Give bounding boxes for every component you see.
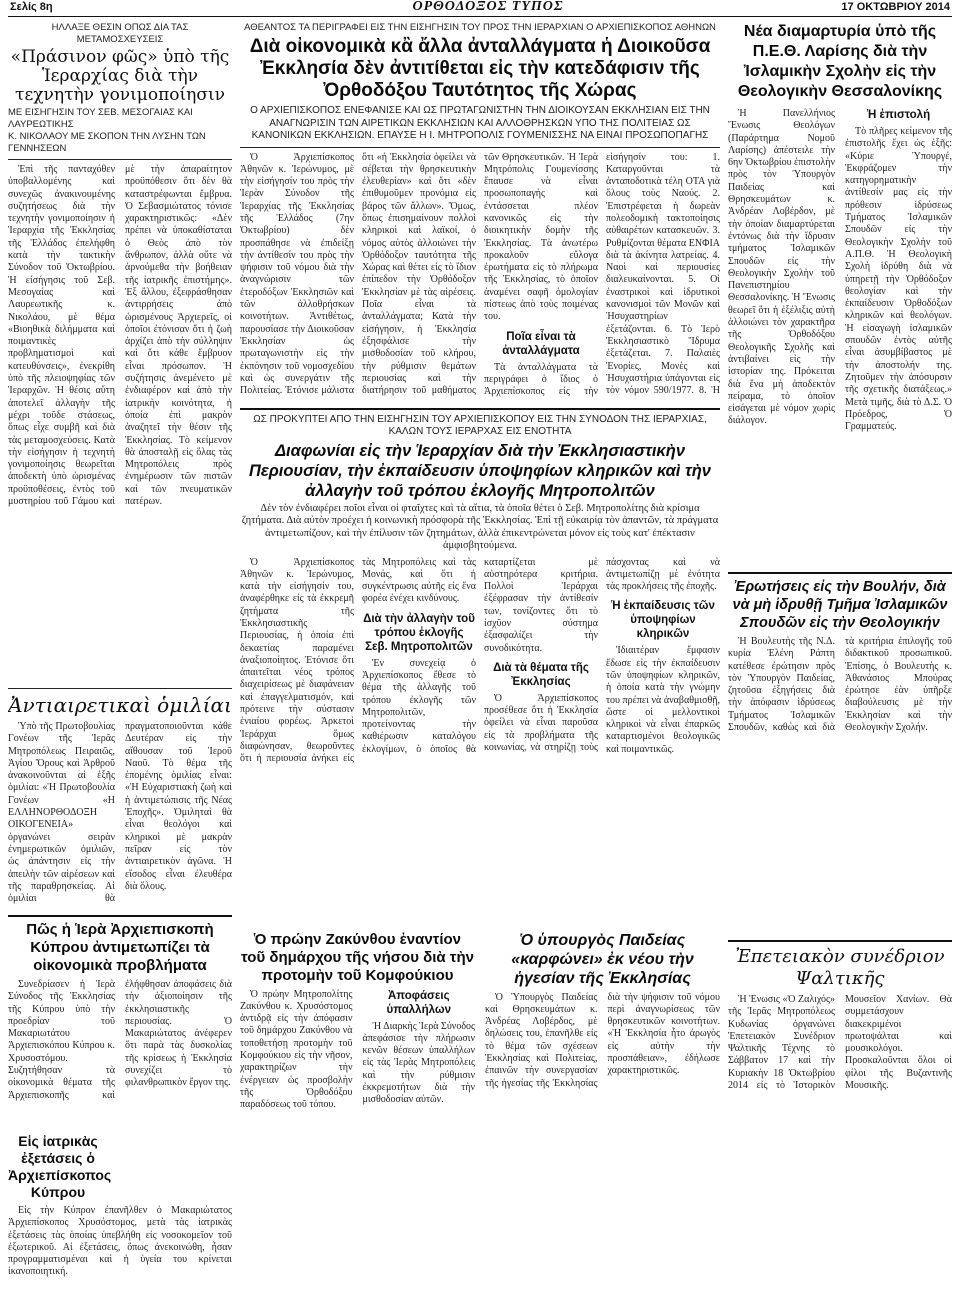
divider xyxy=(728,572,952,574)
article-kicker: Κ. ΝΙΚΟΛΑΟΥ ΜΕ ΣΚΟΠΟΝ ΤΗΝ ΛΥΣΗΝ ΤΩΝ ΓΕΝΝΗΣΕΩΝ xyxy=(8,131,206,154)
article-kicker: ΜΕ ΕΙΣΗΓΗΣΙΝ ΤΟΥ ΣΕΒ. ΜΕΣΟΓΑΙΑΣ ΚΑΙ ΛΑΥΡΕΩΤΙΚΗΣ xyxy=(8,107,193,130)
paragraph: Ἰδιαιτέραν ἔμφασιν ἔδωσε εἰς τὴν ἐκπαίδευσιν τῶν ὑποψηφίων κληρικῶν, ἡ ὁποία κατὰ τὴν γνώμην του πρέπει νὰ ἀναβαθμισθῇ, ὥστε οἱ μελλοντικοὶ κληρικοὶ νὰ εἶναι ἐπαρκῶς καταρτισμένοι θεολογικῶς καὶ ποιμαντικῶς. xyxy=(606,645,720,755)
paragraph: Ἐπὶ τῆς πανταχόθεν ὑποβαλλομένης καὶ συνεχῶς ἀνακινουμένης συζητήσεως διὰ τὴν τεχνητὴν γονιμοποίησιν ἡ Ἱεραρχία τῆς Ἐκκλησίας τῆς Ἑλλάδος ἐπελήφθη κατὰ τὴν τακτικὴν Σύνοδον τοῦ Ὀκτωβρίου. Ἡ εἰσήγησις τοῦ Σεβ. Μεσογαίας καὶ Λαυρεωτικῆς κ. Νικολάου, μὲ θέμα «Βιοηθικὰ διλήμματα καὶ ποιμαντικὲς προβληματισμοὶ καὶ κατευθύνσεις», ἐνεκρίθη ὑπὸ τῆς πλειοψηφίας τῶν Ἱεραρχῶν. Ἡ θέσις αὕτη ἀποτελεῖ ἀλλαγὴν τῆς μέχρι τοῦδε στάσεως, ὅπως εἶχε συμβῆ καὶ διὰ τὰς μεταμοσχεύσεις. Κατὰ τὴν εἰσήγησιν ἡ τεχνητὴ γονιμοποίησις θεωρεῖται ἀποδεκτὴ ὑπὸ ὡρισμένας προϋποθέσεις, ἐντὸς τοῦ μυστηρίου τοῦ Γάμου καὶ μὲ τὴν ἀπαραίτητον προϋπόθεσιν ὅτι δὲν θὰ καταστρέφωνται ἔμβρυα. Ὁ Σεβασμιώτατος τόνισε χαρακτηριστικῶς: «Δὲν πρέπει νὰ ὑποκαθίσταται ὁ Θεὸς ἀπὸ τὸν ἄνθρωπον, ἀλλὰ οὔτε νὰ ἀρνούμεθα τὴν βοήθειαν τῆς ἰατρικῆς ἐπιστήμης». Ἐξ ἄλλου, ἐξεφράσθησαν ἀντιρρήσεις ἀπὸ ὡρισμένους Ἀρχιερεῖς, οἱ ὁποῖοι ἐτόνισαν ὅτι ἡ ζωὴ ἀρχίζει ἀπὸ τὴν σύλληψιν καὶ ὅτι κάθε ἔμβρυον εἶναι πρόσωπον. Ἡ συζήτησις ἀνεμένετο μὲ ἐνδιαφέρον καὶ ἀπὸ τὴν ἰατρικὴν κοινότητα, ἡ ὁποία ἐπὶ μακρὸν ἀναζητεῖ τὴν θέσιν τῆς Ἐκκλησίας. Τὸ κείμενον θὰ ἀποσταλῇ εἰς ὅλας τὰς Μητροπόλεις πρὸς ἐνημέρωσιν τῶν πιστῶν καὶ τῶν πνευματικῶν πατέρων. xyxy=(8,164,232,508)
paragraph: Ἐν συνεχείᾳ ὁ Ἀρχιεπίσκοπος ἔθεσε τὸ θέμα τῆς ἀλλαγῆς τοῦ τρόπου ἐκλογῆς τῶν Μητροπολιτῶν, προτείνοντας τὴν καθιέρωσιν καταλόγου ἐκλογίμων, ὁ ὁποῖος θὰ καταρτίζεται μὲ αὐστηρότερα κριτήρια. Πολλοὶ Ἱεράρχαι ἐξέφρασαν τὴν ἀντίθεσίν των, τονίζοντες ὅτι τὸ ἰσχῦον σύστημα ἐξασφαλίζει τὴν συνοδικότητα. xyxy=(362,556,598,755)
left-column xyxy=(8,22,232,1300)
article-body xyxy=(8,721,232,911)
article-body xyxy=(8,1205,232,1300)
section-headline: Ἐρωτήσεις εἰς τὴν Βουλήν, διὰ νὰ μὴ ἱδρυθῇ Τμῆμα Ἰσλαμικῶν Σπουδῶν εἰς τὴν Θεολογικήν xyxy=(732,579,948,631)
article-box xyxy=(485,931,720,1301)
article-body xyxy=(728,994,952,1184)
lead-headline: Διαφωνίαι εἰς τὴν Ἱεραρχίαν διὰ τὴν Ἐκκλησιαστικὴν Περιουσίαν, τὴν ἐκπαίδευσιν ὑποψηφίων κληρικῶν καὶ τὴν ἀλλαγὴν τοῦ τρόπου ἐκλογῆς Μητροπολιτῶν xyxy=(249,441,711,500)
section-headline: Ἀντιαιρετικαὶ ὁμιλίαι xyxy=(8,693,232,717)
divider xyxy=(240,408,720,410)
subheading: Ἀποφάσεις ὑπαλλήλων xyxy=(386,989,451,1016)
section-headline: Ὁ ὑπουργὸς Παιδείας «καρφώνει» ἐκ νέου τὴν ἡγεσίαν τῆς Ἐκκλησίας xyxy=(511,931,694,987)
page-header xyxy=(8,0,952,17)
article-intro: Δὲν τὸν ἐνδιαφέρει ποῖοι εἶναι οἱ φταῖχτες καὶ τὰ αἴτια, τὰ ὁποῖα θέτει ὁ Σεβ. Μητροπολίτης διὰ κρίσιμα ζητήματα. Διὰ αὐτὸν προέχει ἡ κοινωνικὴ πρόσφορὰ τῆς Ἐκκλησίας. Ἐπὶ τῇ εὐκαιρίᾳ τὸν ἀπαντῶν, τὰ πράγματα ἀντιμετωπίζουν, καὶ τὴν ἐπίλυσιν τῶν ζητημάτων, ἀλλὰ ἐπικεντρώνεται μόνον εἰς τοὺς κατ' ἐπέκτασιν ἀμφισβητούμενα. xyxy=(241,502,719,551)
paragraph: Συνεδρίασεν ἡ Ἱερὰ Σύνοδος τῆς Ἐκκλησίας τῆς Κύπρου ὑπὸ τὴν προεδρίαν τοῦ Μακαριωτάτου Ἀρχιεπισκόπου Κύπρου κ. Χρυσοστόμου. Συζητήθησαν τὰ οἰκονομικὰ θέματα τῆς Ἀρχιεπισκοπῆς καὶ ἐλήφθησαν ἀποφάσεις διὰ τὴν ἀξιοποίησιν τῆς ἐκκλησιαστικῆς περιουσίας. Ὁ Μακαριώτατος ἀνέφερεν ὅτι παρὰ τὰς δυσκολίας τῆς κρίσεως ἡ Ἐκκλησία συνεχίζει τὸ φιλανθρωπικὸν ἔργον της. xyxy=(8,979,232,1101)
paragraph: Τὸ πλῆρες κείμενον τῆς ἐπιστολῆς ἔχει ὡς ἑξῆς: «Κύριε Ὑπουργέ, Ἐκφράζομεν τὴν κατηγορηματικὴν ἀντίθεσίν μας εἰς τὴν πρόθεσιν ἱδρύσεως Τμήματος Ἰσλαμικῶν Σπουδῶν εἰς τὴν Θεολογικὴν Σχολὴν τοῦ Α.Π.Θ. Ἡ Θεολογικὴ Σχολὴ ἱδρύθη διὰ νὰ ὑπηρετῇ τὴν Ὀρθόδοξον θεολογίαν καὶ τὴν ἐκπαίδευσιν Ὀρθοδόξων κληρικῶν καὶ θεολόγων. Ἡ εἰσαγωγὴ ἰσλαμικῶν σπουδῶν ἐντὸς αὐτῆς εἶναι ἀσυμβίβαστος μὲ τὴν ἀποστολήν της. Ζητοῦμεν τὴν ἀπόσυρσιν τῆς σχετικῆς διατάξεως.» Μετὰ τιμῆς, διὰ τὸ Δ.Σ. Ὁ Πρόεδρος, Ὁ Γραμματεύς. xyxy=(845,126,952,433)
paragraph: Ὁ Ἀρχιεπίσκοπος προσέθεσε ὅτι ἡ Ἐκκλησία ὀφείλει νὰ εἶναι παροῦσα εἰς τὰ προβλήματα τῆς κοινωνίας, νὰ στηρίζῃ τοὺς πάσχοντας καὶ νὰ ἀντιμετωπίζῃ μὲ ἐνότητα τὰς προκλήσεις τῆς ἐποχῆς. xyxy=(484,556,720,754)
divider xyxy=(8,915,232,917)
page-number: Σελίς 8η xyxy=(10,1,53,13)
paragraph: Ὁ Ὑπουργὸς Παιδείας καὶ Θρησκευμάτων κ. Ἀνδρέας Λοβέρδος, μὲ δηλώσεις του, ἐπανῆλθε εἰς τὸ θέμα τῶν σχέσεων Ἐκκλησίας καὶ Πολιτείας, ἐπαινῶν τὴν συνεργασίαν τῆς ἡγεσίας τῆς Ἐκκλησίας διὰ τὴν ψήφισιν τοῦ νόμου περὶ ἀναγνωρίσεως τῶν θρησκευτικῶν κοινοτήτων. «Ἡ Ἐκκλησία ἦτο ἀρωγὸς εἰς αὐτὴν τὴν προσπάθειαν», ἐδήλωσε χαρακτηριστικῶς. xyxy=(485,991,720,1089)
paragraph: Ἡ Βουλευτὴς τῆς Ν.Δ. κυρία Ἐλένη Ράπτη κατέθεσε ἐρώτησιν πρὸς τὸν Ὑπουργὸν Παιδείας, ζητοῦσα ἐξηγήσεις διὰ τὴν ἀπόφασιν ἱδρύσεως Τμήματος Ἰσλαμικῶν Σπουδῶν, καθὼς καὶ διὰ τὰ κριτήρια ἐπιλογῆς τοῦ διδακτικοῦ προσωπικοῦ. Ἐπίσης, ὁ Βουλευτὴς κ. Ἀθανάσιος Μπούρας ἐρώτησε ἐὰν ὑπῆρξε διαβούλευσις μὲ τὴν Ἐκκλησίαν καὶ τὴν Θεολογικὴν Σχολήν. xyxy=(728,636,952,734)
subheading: Ἡ ἐκπαίδευσις τῶν ὑποψηφίων κληρικῶν xyxy=(611,600,715,641)
article-kicker: ΗΛΛΑΞΕ ΘΕΣΙΝ ΟΠΩΣ ΔΙΑ ΤΑΣ ΜΕΤΑΜΟΣΧΕΥΣΕΙΣ xyxy=(51,22,189,45)
section-headline: Πῶς ἡ Ἱερὰ Ἀρχιεπισκοπὴ Κύπρου ἀντιμετωπίζει τὰ οἰκονομικὰ προβλήματα xyxy=(26,921,214,974)
masthead: ΟΡΘΟΔΟΞΟΣ ΤΥΠΟΣ xyxy=(412,0,564,14)
paragraph: Ὁ Ἀρχιεπίσκοπος Ἀθηνῶν κ. Ἱερώνυμος, κατὰ τὴν εἰσήγησίν του, ἀναφέρθηκε εἰς τὰ ἐκκρεμῆ ζητήματα τῆς Ἐκκλησιαστικῆς Περιουσίας, ἡ ὁποία ἐπὶ δεκαετίας παραμένει ἀναξιοποίητος. Ἐτόνισε ὅτι ἀπαιτεῖται νέος τρόπος διαχειρίσεως μὲ διαφάνειαν καὶ ἐπαγγελματισμόν, καὶ πρότεινε τὴν σύστασιν ἑνιαίου φορέως. Ἀρκετοὶ Ἱεράρχαι ὅμως διαφώνησαν, θεωροῦντες ὅτι ἡ περιουσία ἀνήκει εἰς τὰς Μητροπόλεις καὶ τὰς Μονάς, καὶ ὅτι ἡ συγκέντρωσις αὐτῆς εἰς ἕνα φορέα ἐνέχει κινδύνους. xyxy=(240,556,476,765)
issue-date: 17 ΟΚΤΩΒΡΙΟΥ 2014 xyxy=(841,1,950,13)
paragraph: Ὁ πρώην Μητροπολίτης Ζακύνθου κ. Χρυσόστομος ἀντιδρᾷ εἰς τὴν ἀπόφασιν τοῦ δημάρχου Ζακύνθου νὰ τοποθετήσῃ προτομὴν τοῦ Κομφούκιου εἰς τὴν νῆσον, χαρακτηρίζων τὴν ἐνέργειαν ὡς προσβολὴν τῆς Ὀρθοδόξου παραδόσεως τοῦ τόπου. xyxy=(240,988,353,1111)
paragraph: Εἰς τὴν Κύπρον ἐπανῆλθεν ὁ Μακαριώτατος Ἀρχιεπίσκοπος Χρυσόστομος, μετὰ τὰς ἰατρικὰς ἐξετάσεις τὰς ὁποίας ὑπεβλήθη εἰς νοσοκομεῖον τοῦ ἐξωτερικοῦ. Αἱ ἐξετάσεις, ὅπως ἀνεκοινώθη, ἦσαν προγραμματισμέναι καὶ ἡ ὑγεία του κρίνεται ἱκανοποιητική. xyxy=(8,1205,232,1278)
section-headline: Ἐπετειακὸν συνέδριον Ψαλτικῆς xyxy=(735,946,945,989)
paragraph: Ὑπὸ τῆς Πρωτοβουλίας Γονέων τῆς Ἱερᾶς Μητροπόλεως Πειραιῶς, Ἁγίου Ὄρους καὶ Ἀρθροῦ ἀνακοινοῦνται αἱ ἑξῆς ὁμιλίαι: «Ἡ Πρωτοβουλία Γονέων «Η ΕΛΛΗΝΟΡΘΟΔΟΞΗ ΟΙΚΟΓΕΝΕΙΑ» ὀργανώνει σειρὰν ἐνημερωτικῶν ὁμιλιῶν, ὡς ἀπάντησιν εἰς τὴν ἀπειλὴν τῶν αἱρέσεων καὶ τῆς παραθρησκείας. Αἱ ὁμιλίαι θὰ πραγματοποιοῦνται κάθε Δευτέραν εἰς τὴν αἴθουσαν τοῦ Ἱεροῦ Ναοῦ. Τὸ θέμα τῆς ἑπομένης ὁμιλίας εἶναι: «Ἡ Εὐχαριστιακὴ ζωὴ καὶ ἡ ἀντιμετώπισις τῆς Νέας Ἐποχῆς». Ὁμιληταὶ θὰ εἶναι θεολόγοι καὶ κληρικοὶ μὲ μακρὰν πεῖραν εἰς τὸν ἀντιαιρετικὸν ἀγῶνα. Ἡ εἴσοδος εἶναι ἐλευθέρα διὰ ὅλους. xyxy=(8,721,232,905)
divider xyxy=(728,940,952,942)
article-body xyxy=(485,992,720,1182)
article-kicker: Ο ΑΡΧΙΕΠΙΣΚΟΠΟΣ ΕΝΕΦΑΝΙΣΕ ΚΑΙ ΩΣ ΠΡΩΤΑΓΩΝΙΣΤΗΝ ΤΗΝ ΔΙΟΙΚΟΥΣΑΝ ΕΚΚΛΗΣΙΑΝ ΕΙΣ ΤΗΝ ΑΝΑΓΝΩΡΙΣΙΝ ΤΩΝ ΑΙΡΕΤΙΚΩΝ ΕΚΚΛΗΣΙΩΝ ΚΑΙ ΑΛΛΟΘΡΗΣΚΩΝ ΥΠΟ ΤΗΣ ΠΟΛΙΤΕΙΑΣ ΩΣ ΚΑΝΟΝΙΚΩΝ ΕΚΚΛΗΣΙΩΝ. ΕΠΑΥΣΕ Η Ι. ΜΗΤΡΟΠΟΛΙΣ ΓΟΥΜΕΝΙΣΣΗΣ ΝΑ ΕΙΝΑΙ ΠΡΟΣΩΠΟΠΑΓΗΣ xyxy=(250,105,710,141)
paragraph: Ἡ Διαρκὴς Ἱερὰ Σύνοδος ἀπεφάσισε τὴν πλήρωσιν κενῶν θέσεων ὑπαλλήλων εἰς τὰς Ἱερὰς Μητροπόλεις καὶ τὴν ρύθμισιν ἐκκρεμοτήτων διὰ τὴν μισθοδοσίαν αὐτῶν. xyxy=(362,1020,475,1106)
lead-headline: Νέα διαμαρτυρία ὑπὸ τῆς Π.Ε.Θ. Λαρίσης διὰ τὴν Ἰσλαμικὴν Σχολὴν εἰς τὴν Θεολογικὴν Θεσσαλονίκης xyxy=(737,23,943,100)
divider xyxy=(8,688,232,689)
article-body xyxy=(8,164,232,684)
article-body xyxy=(728,108,952,568)
paragraph: Ἡ Ἑνωσις «Ὁ Ζαλιχός» τῆς Ἱερᾶς Μητροπόλεως Κυδωνίας ὀργανώνει Ἐπετειακὸν Συνέδριον Ψαλτικῆς Τέχνης τὸ Σάββατον 17 καὶ τὴν Κυριακὴν 18 Ὀκτωβρίου 2014 εἰς τὸ Ἱστορικὸν Μουσεῖον Χανίων. Θὰ συμμετάσχουν διακεκριμένοι πρωτοψάλται καὶ μουσικολόγοι. Προσκαλοῦνται ὅλοι οἱ φίλοι τῆς Βυζαντινῆς Μουσικῆς. xyxy=(728,994,952,1092)
article-body xyxy=(728,636,952,936)
article-body xyxy=(240,557,720,927)
paragraph: Τὰ ἀνταλλάγματα τὰ περιγράφει ὁ ἴδιος ὁ Ἀρχιεπίσκοπος εἰς τὴν εἰσήγησίν του: 1. Καταργοῦνται τὰ ἀνταποδοτικὰ τέλη ΟΤΑ γιὰ ὅλους τοὺς Ναούς. 2. Ἐπιστρέφεται ἡ δωρεὰν πολεοδομικὴ τακτοποίησις αὐθαιρέτων κατασκευῶν. 3. Ρυθμίζονται θέματα ΕΝΦΙΑ διὰ τὰ ἀκίνητα λατρείας. 4. Ναοὶ καὶ περιουσίες διαλευκαίνονται. 5. Οἱ ἐναστρικοὶ καὶ ἱδρυτικοὶ κανονισμοὶ τῶν Μονῶν καὶ Ἡσυχαστηρίων ἐξετάζονται. 6. Τὸ Ἱερὸ Ἐκκλησιαστικὸ Ἵδρυμα ἐξετάζεται. 7. Παλαιὲς Ἐνορίες, Μονὲς καὶ Ἡσυχαστήρια ὑπάγονται εἰς τὸν νόμον 590/1977. 8. Ἡ xyxy=(484,151,720,398)
subheading: Διὰ τὴν ἀλλαγὴν τοῦ τρόπου ἐκλογῆς Σεβ. Μητροπολιτῶν xyxy=(363,612,475,653)
divider xyxy=(8,159,232,160)
section-headline: Ὁ πρώην Ζακύνθου ἐναντίον τοῦ δημάρχου τῆς νήσου διὰ τὴν προτομὴν τοῦ Κομφούκιου xyxy=(241,930,474,984)
article-box xyxy=(240,931,475,1301)
article-headline: «Πράσινον φῶς» ὑπὸ τῆς Ἱεραρχίας διὰ τὴν τεχνητὴν γονιμοποίησιν xyxy=(10,47,230,105)
paragraph: Ἡ Πανελλήνιος Ἕνωσις Θεολόγων (Παράρτημα Νομοῦ Λαρίσης) ἀπέστειλε τὴν 6ην Ὀκτωβρίου ἐπιστολὴν πρὸς τὸν Ὑπουργὸν Παιδείας καὶ Θρησκευμάτων κ. Ἀνδρέαν Λοβέρδον, μὲ τὴν ὁποίαν διαμαρτύρεται ἐντόνως διὰ τὴν ἵδρυσιν τμήματος Ἰσλαμικῶν Σπουδῶν εἰς τὴν Θεολογικὴν Σχολὴν τοῦ Πανεπιστημίου Θεσσαλονίκης. Ἡ Ἕνωσις θεωρεῖ ὅτι ἡ ἐξέλιξις αὐτὴ ἀλλοιώνει τὸν χαρακτῆρα τῆς Ὀρθοδόξου Θεολογικῆς Σχολῆς καὶ ἀντιβαίνει εἰς τὴν ἱστορίαν της. Πρόκειται διὰ ἕνα μὴ ἀποδεκτὸν πείραμα, τὸ ὁποῖον εἰσάγεται μὲ νόμον χωρὶς διάλογον. xyxy=(728,108,836,427)
article-body xyxy=(240,989,475,1179)
subheading: Ἡ ἐπιστολή xyxy=(866,109,931,121)
article-body xyxy=(240,152,720,404)
divider xyxy=(240,147,720,148)
paragraph: Ὁ Ἀρχιεπίσκοπος Ἀθηνῶν κ. Ἱερώνυμος, μὲ τὴν εἰσήγησίν του πρὸς τὴν Ἱερὰν Σύνοδον τῆς Ἱεραρχίας τῆς Ἐκκλησίας τῆς Ἑλλάδος (7ην Ὀκτωβρίου) δὲν προσπάθησε νὰ ἐπιδείξῃ τὴν ἀντίθεσίν του πρὸς τὴν ψήφισιν τοῦ νόμου διὰ τὴν ἀναγνώρισιν τῶν ἑτεροδόξων Ἐκκλησιῶν καὶ τῶν ἀλλοθρήσκων κοινοτήτων. Ἀντιθέτως, παρουσίασε τὴν Διοικοῦσαν Ἐκκλησίαν ὡς πρωταγωνιστὴν εἰς τὴν ἐκπόνησιν τοῦ νομοσχεδίου καὶ ὡς συνεργάτιν τῆς Πολιτείας. Ἐτόνισε μάλιστα ὅτι «ἡ Ἐκκλησία ὀφείλει νὰ σέβεται τὴν θρησκευτικὴν ἐλευθερίαν» καὶ ὅτι «δὲν ἐπιθυμοῦμεν προνόμια εἰς βάρος τῶν ἄλλων». Ὅμως, ὅπως ἐπισημαίνουν πολλοὶ κληρικοὶ καὶ λαϊκοί, ὁ νόμος αὐτὸς ἀλλοιώνει τὴν Ὀρθόδοξον ταυτότητα τῆς Χώρας καὶ θέτει εἰς τὸ ἴδιον ἐπίπεδον τὴν Ὀρθόδοξον Ἐκκλησίαν μὲ τὰς αἱρέσεις. Ποῖα εἶναι τὰ ἀνταλλάγματα; Κατὰ τὴν εἰσήγησιν, ἡ Ἐκκλησία ἐξησφάλισε τὴν μισθοδοσίαν τοῦ κλήρου, τὴν ρύθμισιν θεμάτων περιουσίας καὶ τὴν διατήρησιν τοῦ μαθήματος τῶν Θρησκευτικῶν. Ἡ Ἱερὰ Μητρόπολις Γουμενίσσης ἔπαυσε νὰ εἶναι προσωποπαγὴς καὶ ἐντάσσεται πλέον κανονικῶς εἰς τὴν διοικητικὴν δομὴν τῆς Ἐκκλησίας. Τὰ ἀνωτέρω προκαλοῦν εὔλογα ἐρωτήματα εἰς τὸ πλήρωμα τῆς Ἐκκλησίας, τὸ ὁποῖον ἀναμένει σαφῆ ὁμολογίαν πίστεως ἀπὸ τοὺς ποιμένας του. xyxy=(240,151,598,397)
article-kicker: ΩΣ ΠΡΟΚΥΠΤΕΙ ΑΠΟ ΤΗΝ ΕΙΣΗΓΗΣΙΝ ΤΟΥ ΑΡΧΙΕΠΙΣΚΟΠΟΥ ΕΙΣ ΤΗΝ ΣΥΝΟΔΟΝ ΤΗΣ ΙΕΡΑΡΧΙΑΣ, ΚΑΛΩΝ ΤΟΥΣ ΙΕΡΑΡΧΑΣ ΕΙΣ ΕΝΟΤΗΤΑ xyxy=(253,413,707,437)
right-column xyxy=(728,22,952,1300)
center-column xyxy=(240,22,720,1300)
subheading: Ποῖα εἶναι τὰ ἀνταλλάγματα xyxy=(502,330,580,357)
article-kicker: ΑΘΕΑΝΤΟΣ ΤΑ ΠΕΡΙΓΡΑΦΕΙ ΕΙΣ ΤΗΝ ΕΙΣΗΓΗΣΙΝ ΤΟΥ ΠΡΟΣ ΤΗΝ ΙΕΡΑΡΧΙΑΝ Ο ΑΡΧΙΕΠΙΣΚΟΠΟΣ ΑΘΗΝΩΝ xyxy=(244,22,716,33)
bottom-articles xyxy=(240,931,720,1301)
article-body xyxy=(8,979,232,1129)
lead-headline: Διὰ οἰκονομικὰ κἂ ἄλλα ἀνταλλάγματα ἡ Διοικοῦσα Ἐκκλησία δὲν ἀντιτίθεται εἰς τὴν κατεδάφισιν τῆς Ὀρθοδόξου Ταυτότητος τῆς Χώρας xyxy=(249,36,711,101)
subheading: Διὰ τὰ θέματα τῆς Ἐκκλησίας xyxy=(493,661,589,688)
section-headline: Εἰς ἰατρικὰς ἐξετάσεις ὁ Ἀρχιεπίσκοπος Κύπρου xyxy=(8,1133,112,1200)
